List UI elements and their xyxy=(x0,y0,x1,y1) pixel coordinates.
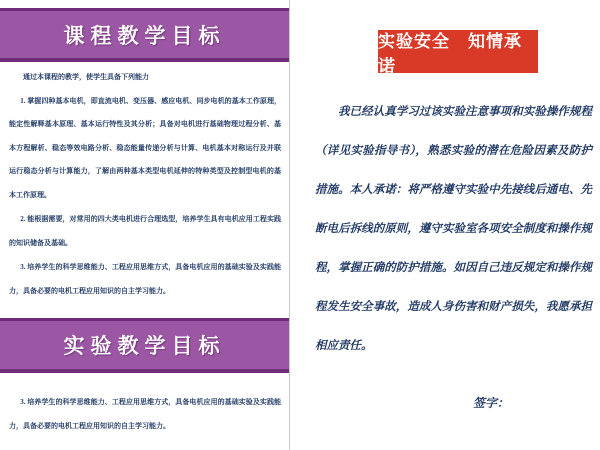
left-slide-page xyxy=(0,0,290,450)
course-objectives-body xyxy=(9,66,281,304)
course-objectives-title: 课程教学目标 xyxy=(63,23,226,48)
safety-pledge-title: 实验安全 知情承诺 xyxy=(378,31,522,76)
signature-label: 签字： xyxy=(473,396,510,410)
experiment-objective-item-1: 3. 培养学生的科学思维能力、工程应用思维方式，具备电机应用的基础实验及实践能力，具备必要的电机工程应用知识的自主学习能力。 xyxy=(9,398,281,430)
experiment-objectives-body xyxy=(9,391,281,438)
experiment-objectives-title: 实验教学目标 xyxy=(63,334,226,358)
safety-pledge-banner xyxy=(378,30,538,76)
course-objectives-intro: 通过本课程的教学，使学生具备下列能力 xyxy=(23,73,149,81)
safety-pledge-text: 我已经认真学习过该实验注意事项和实验操作规程（详见实验指导书），熟悉实验的潜在危险因素及防护措施。本人承诺：将严格遵守实验中先接线后通电、先断电后拆线的原则，遵守实验室各项安全制度和操作规程，掌握正确的防护措施。如因自己违反规定和操作规程发生安全事故，造成人身伤害和财产损失，我愿承担相应责任。 xyxy=(315,106,592,352)
course-objective-item-3: 3. 培养学生的科学思维能力、工程应用思维方式，具备电机应用的基础实验及实践能力，具备必要的电机工程应用知识的自主学习能力。 xyxy=(9,263,281,295)
course-objectives-banner xyxy=(0,8,289,62)
experiment-objectives-banner xyxy=(0,318,289,373)
course-objective-item-1: 1. 掌握四种基本电机，即直流电机、变压器、感应电机、同步电机的基本工作原理，能定性解释基本原理、基本运行特性及其分析；具备对电机进行基础物理过程分析、基本方程解析、稳态等效电路分析、稳态能量传递分析与计算、电机基本对称运行及并联运行稳态分析与计算能力，了解由两种基本类型电机延伸的特种类型及控制型电机的基本工作原理。 xyxy=(9,96,281,199)
course-objective-item-2: 2. 能根据需要，对常用的四大类电机进行合理选型，培养学生具有电机应用工程实践的知识储备及基础。 xyxy=(9,215,281,247)
